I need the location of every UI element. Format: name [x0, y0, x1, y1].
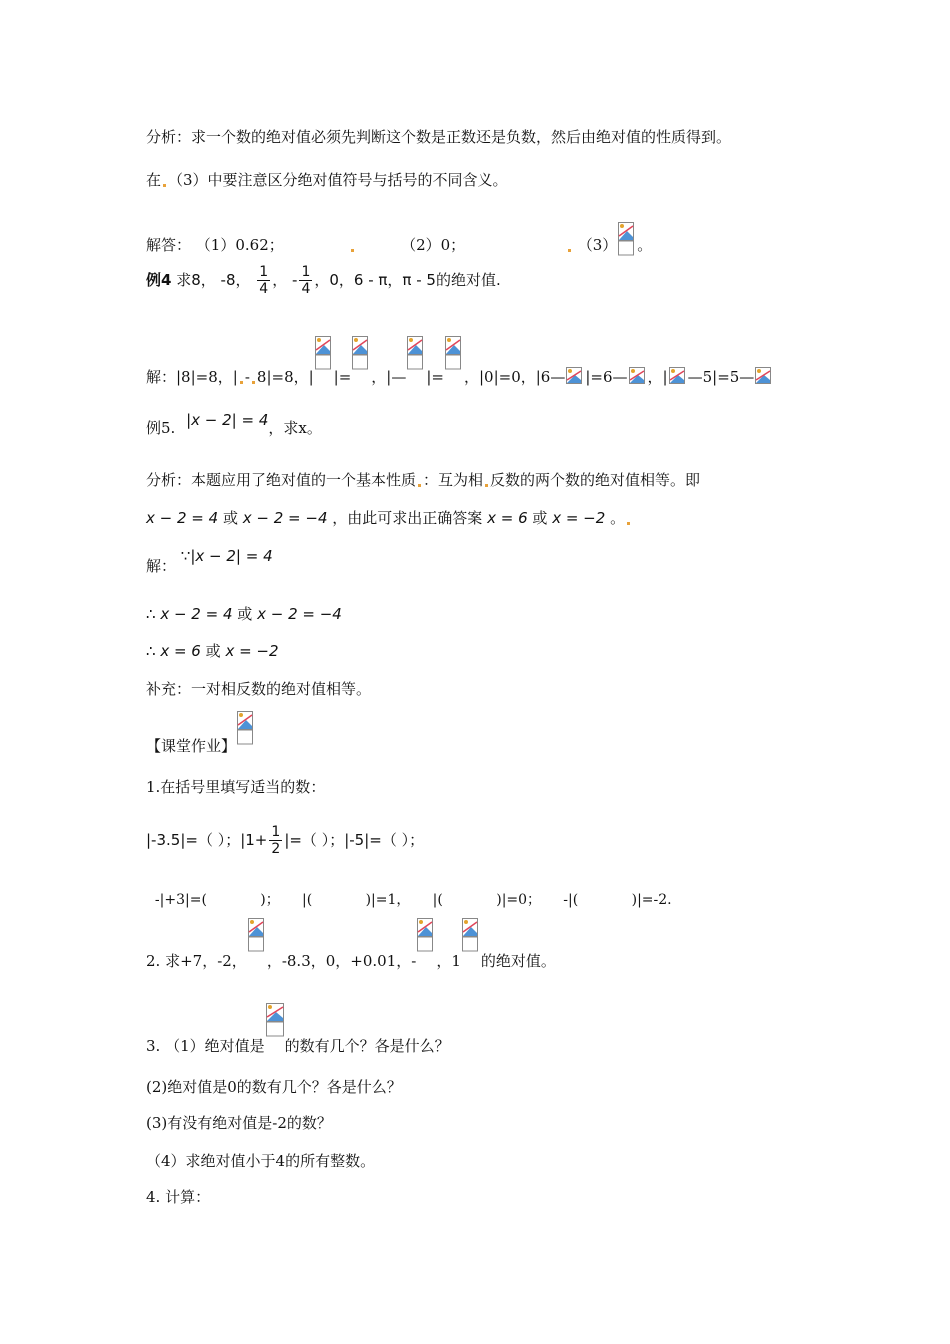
fraction: $\frac{1}{2}$	[271, 824, 281, 857]
broken-image-icon	[566, 367, 584, 385]
broken-image-icon	[315, 352, 333, 386]
answer-line: 解答： （1）0.62； （2）0； （3） 。	[146, 222, 652, 256]
question-1-line-2: -|+3|=( )； |( )|=1， |( )|=0； -|( )|=-2.	[154, 892, 672, 908]
analysis-text: 分析：求一个数的绝对值必须先判断这个数是正数还是负数，然后由绝对值的性质得到。	[146, 128, 732, 146]
question-3-3: (3)有没有绝对值是-2的数？	[146, 1114, 332, 1132]
broken-image-icon	[237, 723, 255, 757]
fraction: $\frac{1}{4}$	[301, 264, 311, 297]
marker-dot	[418, 484, 421, 487]
example-label: 例4	[146, 271, 172, 289]
solution-5-label: 解： ∵|x − 2| = 4	[146, 547, 273, 575]
broken-image-icon	[618, 222, 636, 256]
marker-dot	[240, 381, 243, 384]
solution-4: 解：|8|=8，| - 8|=8，| |= ，|— |= ，|0|=0，|6— |=6— ，| —5|=5—	[146, 352, 774, 387]
marker-dot	[485, 484, 488, 487]
equation: ∵|x − 2| = 4	[180, 547, 273, 565]
analysis-5-line-1: 分析：本题应用了绝对值的一个基本性质 ：互为相 反数的两个数的绝对值相等。即	[146, 471, 701, 489]
example-5: 例5. |x − 2| = 4，求x。	[146, 411, 322, 437]
equation: |x − 2| = 4	[186, 411, 269, 429]
solution-5-step-2: ∴ x = 6 或 x = −2	[146, 642, 279, 660]
broken-image-icon	[407, 352, 425, 386]
analysis-line-1	[146, 127, 731, 147]
broken-image-icon	[755, 367, 773, 385]
broken-image-icon	[445, 352, 463, 386]
analysis-line-2: 在 （3）中要注意区分绝对值符号与括号的不同含义。	[146, 171, 508, 189]
broken-image-icon	[417, 938, 435, 972]
supplement: 补充：一对相反数的绝对值相等。	[146, 680, 372, 698]
question-1-line-1: |-3.5|=（ ）；|1+ $\frac{1}{2}$ |=（ ）；|-5|=（ ）；	[146, 824, 425, 857]
question-3-1: 3. （1）绝对值是 的数有几个？各是什么？	[146, 1023, 450, 1057]
broken-image-icon	[462, 938, 480, 972]
solution-5-step-1: ∴ x − 2 = 4 或 x − 2 = −4	[146, 605, 342, 623]
question-3-4: （4）求绝对值小于4的所有整数。	[146, 1152, 376, 1170]
marker-dot	[568, 249, 571, 252]
question-3-2: (2)绝对值是0的数有几个？各是什么？	[146, 1078, 402, 1096]
marker-dot	[163, 184, 166, 187]
broken-image-icon	[266, 1023, 284, 1057]
homework-heading: 【课堂作业】	[146, 723, 256, 757]
question-4: 4. 计算：	[146, 1188, 211, 1206]
marker-dot	[351, 249, 354, 252]
broken-image-icon	[629, 367, 647, 385]
broken-image-icon	[352, 352, 370, 386]
example-4: 例4 求8， -8， $\frac{1}{4}$ ， - $\frac{1}{4}$ ，0，6 - π，π - 5的绝对值.	[146, 264, 501, 297]
fraction: $\frac{1}{4}$	[259, 264, 269, 297]
marker-dot	[627, 522, 630, 525]
marker-dot	[252, 381, 255, 384]
analysis-5-line-2: x − 2 = 4 或 x − 2 = −4 ，由此可求出正确答案 x = 6 或 x = −2 。	[146, 508, 632, 528]
broken-image-icon	[669, 367, 687, 385]
question-1-title: 1.在括号里填写适当的数：	[146, 778, 326, 796]
question-2: 2. 求+7，-2， ，-8.3，0，+0.01，- ，1 的绝对值。	[146, 938, 556, 972]
broken-image-icon	[248, 938, 266, 972]
